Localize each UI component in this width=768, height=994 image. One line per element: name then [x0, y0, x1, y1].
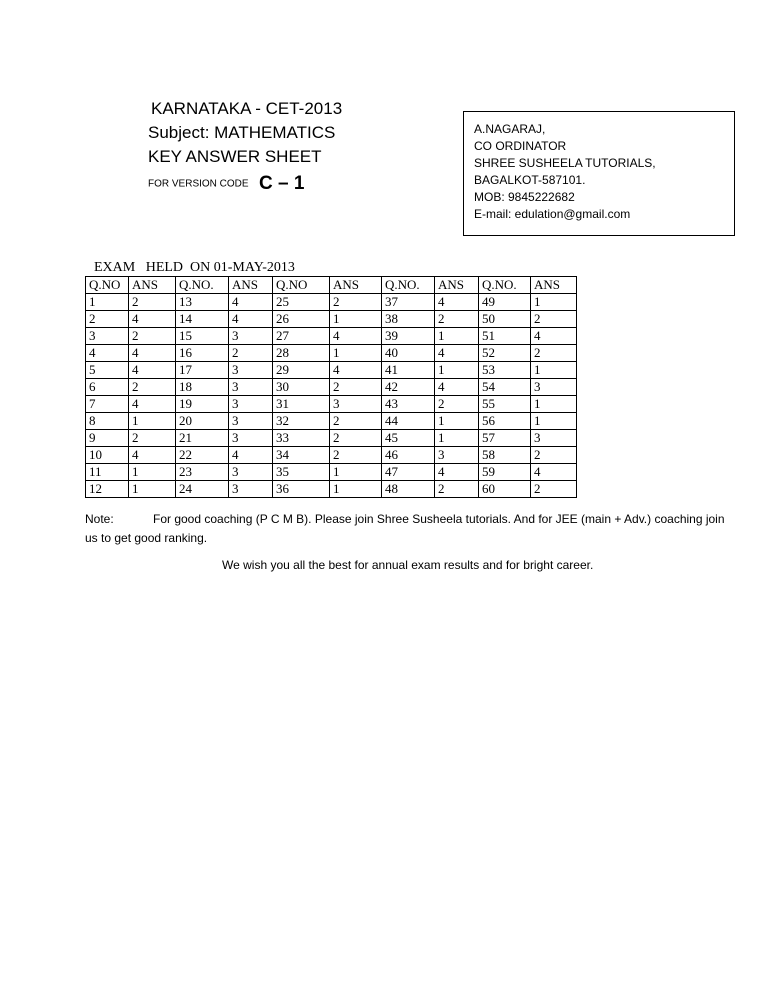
question-number-cell: 38	[382, 311, 435, 328]
contact-name: A.NAGARAJ,	[474, 122, 546, 136]
answer-key-table	[85, 276, 577, 498]
column-header: ANS	[330, 277, 382, 294]
exam-held-date: EXAM HELD ON 01-MAY-2013	[94, 260, 295, 275]
question-number-cell: 3	[86, 328, 129, 345]
column-header: Q.NO	[273, 277, 330, 294]
question-number-cell: 55	[479, 396, 531, 413]
answer-cell: 4	[435, 379, 479, 396]
answer-cell: 3	[229, 362, 273, 379]
answer-cell: 1	[435, 362, 479, 379]
exam-title: KARNATAKA - CET-2013	[151, 99, 343, 118]
table-row	[86, 447, 577, 464]
table-row	[86, 481, 577, 498]
question-number-cell: 39	[382, 328, 435, 345]
answer-cell: 1	[531, 294, 577, 311]
question-number-cell: 18	[176, 379, 229, 396]
table-row	[86, 379, 577, 396]
answer-cell: 2	[435, 311, 479, 328]
question-number-cell: 45	[382, 430, 435, 447]
question-number-cell: 44	[382, 413, 435, 430]
answer-cell: 2	[330, 413, 382, 430]
question-number-cell: 33	[273, 430, 330, 447]
question-number-cell: 52	[479, 345, 531, 362]
answer-cell: 2	[435, 396, 479, 413]
question-number-cell: 11	[86, 464, 129, 481]
answer-cell: 3	[229, 430, 273, 447]
table-row	[86, 328, 577, 345]
question-number-cell: 28	[273, 345, 330, 362]
answer-cell: 1	[435, 328, 479, 345]
table-row	[86, 345, 577, 362]
question-number-cell: 15	[176, 328, 229, 345]
answer-cell: 4	[129, 396, 176, 413]
answer-cell: 4	[330, 328, 382, 345]
answer-cell: 4	[435, 294, 479, 311]
answer-cell: 4	[129, 311, 176, 328]
answer-cell: 2	[531, 345, 577, 362]
question-number-cell: 21	[176, 430, 229, 447]
question-number-cell: 32	[273, 413, 330, 430]
answer-cell: 2	[229, 345, 273, 362]
question-number-cell: 37	[382, 294, 435, 311]
answer-cell: 2	[435, 481, 479, 498]
question-number-cell: 5	[86, 362, 129, 379]
question-number-cell: 27	[273, 328, 330, 345]
table-header-row	[86, 277, 577, 294]
table-row	[86, 294, 577, 311]
answer-cell: 2	[129, 328, 176, 345]
answer-cell: 4	[435, 464, 479, 481]
column-header: ANS	[531, 277, 577, 294]
column-header: ANS	[229, 277, 273, 294]
answer-key-body	[86, 294, 577, 498]
question-number-cell: 7	[86, 396, 129, 413]
answer-cell: 2	[330, 447, 382, 464]
note-label: Note:	[85, 512, 114, 526]
answer-cell: 3	[229, 413, 273, 430]
answer-cell: 1	[129, 464, 176, 481]
question-number-cell: 47	[382, 464, 435, 481]
question-number-cell: 8	[86, 413, 129, 430]
question-number-cell: 58	[479, 447, 531, 464]
answer-cell: 4	[129, 447, 176, 464]
answer-cell: 3	[229, 464, 273, 481]
sheet-title: KEY ANSWER SHEET	[148, 147, 322, 166]
question-number-cell: 10	[86, 447, 129, 464]
question-number-cell: 59	[479, 464, 531, 481]
column-header: Q.NO	[86, 277, 129, 294]
question-number-cell: 4	[86, 345, 129, 362]
contact-email: E-mail: edulation@gmail.com	[474, 207, 631, 221]
answer-cell: 4	[330, 362, 382, 379]
answer-cell: 1	[531, 362, 577, 379]
question-number-cell: 35	[273, 464, 330, 481]
contact-mobile: MOB: 9845222682	[474, 190, 575, 204]
answer-cell: 1	[129, 481, 176, 498]
table-row	[86, 413, 577, 430]
question-number-cell: 26	[273, 311, 330, 328]
answer-cell: 1	[330, 464, 382, 481]
table-row	[86, 464, 577, 481]
question-number-cell: 46	[382, 447, 435, 464]
column-header: Q.NO.	[382, 277, 435, 294]
question-number-cell: 19	[176, 396, 229, 413]
contact-address: BAGALKOT-587101.	[474, 173, 586, 187]
coaching-note	[85, 510, 725, 548]
answer-cell: 2	[531, 481, 577, 498]
answer-cell: 4	[229, 447, 273, 464]
answer-cell: 4	[129, 362, 176, 379]
answer-cell: 4	[435, 345, 479, 362]
answer-cell: 4	[129, 345, 176, 362]
answer-cell: 2	[531, 447, 577, 464]
answer-cell: 3	[229, 481, 273, 498]
question-number-cell: 1	[86, 294, 129, 311]
table-row	[86, 396, 577, 413]
answer-cell: 1	[129, 413, 176, 430]
question-number-cell: 13	[176, 294, 229, 311]
answer-cell: 2	[330, 294, 382, 311]
answer-cell: 4	[229, 294, 273, 311]
question-number-cell: 34	[273, 447, 330, 464]
question-number-cell: 24	[176, 481, 229, 498]
column-header: ANS	[129, 277, 176, 294]
table-row	[86, 430, 577, 447]
answer-cell: 3	[531, 430, 577, 447]
answer-cell: 3	[531, 379, 577, 396]
answer-cell: 1	[330, 481, 382, 498]
answer-cell: 2	[129, 294, 176, 311]
question-number-cell: 54	[479, 379, 531, 396]
answer-cell: 1	[330, 345, 382, 362]
answer-cell: 2	[531, 311, 577, 328]
question-number-cell: 30	[273, 379, 330, 396]
answer-cell: 4	[531, 464, 577, 481]
question-number-cell: 22	[176, 447, 229, 464]
question-number-cell: 6	[86, 379, 129, 396]
version-code-value: C – 1	[259, 173, 305, 194]
answer-cell: 3	[229, 396, 273, 413]
version-code-line	[148, 173, 448, 195]
question-number-cell: 17	[176, 362, 229, 379]
answer-cell: 1	[330, 311, 382, 328]
subject-line: Subject: MATHEMATICS	[148, 123, 336, 142]
answer-cell: 3	[435, 447, 479, 464]
question-number-cell: 12	[86, 481, 129, 498]
note-text: For good coaching (P C M B). Please join Shree Susheela tutorials. And for JEE (main + Adv.) coaching join us to get good ranking.	[85, 512, 725, 545]
answer-cell: 2	[129, 379, 176, 396]
contact-role: CO ORDINATOR	[474, 139, 567, 153]
best-wishes-message: We wish you all the best for annual exam results and for bright career.	[222, 558, 594, 572]
answer-cell: 2	[129, 430, 176, 447]
answer-cell: 3	[229, 328, 273, 345]
table-row	[86, 311, 577, 328]
question-number-cell: 41	[382, 362, 435, 379]
document-header	[148, 97, 448, 195]
question-number-cell: 16	[176, 345, 229, 362]
question-number-cell: 51	[479, 328, 531, 345]
answer-cell: 1	[435, 413, 479, 430]
question-number-cell: 2	[86, 311, 129, 328]
column-header: Q.NO.	[176, 277, 229, 294]
contact-box	[463, 111, 735, 236]
question-number-cell: 31	[273, 396, 330, 413]
question-number-cell: 60	[479, 481, 531, 498]
contact-organization: SHREE SUSHEELA TUTORIALS,	[474, 156, 656, 170]
answer-cell: 1	[531, 413, 577, 430]
answer-cell: 2	[330, 430, 382, 447]
question-number-cell: 57	[479, 430, 531, 447]
answer-cell: 3	[229, 379, 273, 396]
answer-cell: 2	[330, 379, 382, 396]
column-header: ANS	[435, 277, 479, 294]
question-number-cell: 49	[479, 294, 531, 311]
answer-cell: 4	[229, 311, 273, 328]
question-number-cell: 20	[176, 413, 229, 430]
question-number-cell: 9	[86, 430, 129, 447]
version-code-label: FOR VERSION CODE	[148, 178, 249, 190]
question-number-cell: 23	[176, 464, 229, 481]
question-number-cell: 53	[479, 362, 531, 379]
question-number-cell: 14	[176, 311, 229, 328]
question-number-cell: 43	[382, 396, 435, 413]
question-number-cell: 50	[479, 311, 531, 328]
question-number-cell: 48	[382, 481, 435, 498]
question-number-cell: 36	[273, 481, 330, 498]
question-number-cell: 56	[479, 413, 531, 430]
answer-cell: 4	[531, 328, 577, 345]
answer-cell: 1	[435, 430, 479, 447]
table-row	[86, 362, 577, 379]
column-header: Q.NO.	[479, 277, 531, 294]
question-number-cell: 25	[273, 294, 330, 311]
question-number-cell: 29	[273, 362, 330, 379]
answer-cell: 3	[330, 396, 382, 413]
question-number-cell: 42	[382, 379, 435, 396]
answer-cell: 1	[531, 396, 577, 413]
question-number-cell: 40	[382, 345, 435, 362]
